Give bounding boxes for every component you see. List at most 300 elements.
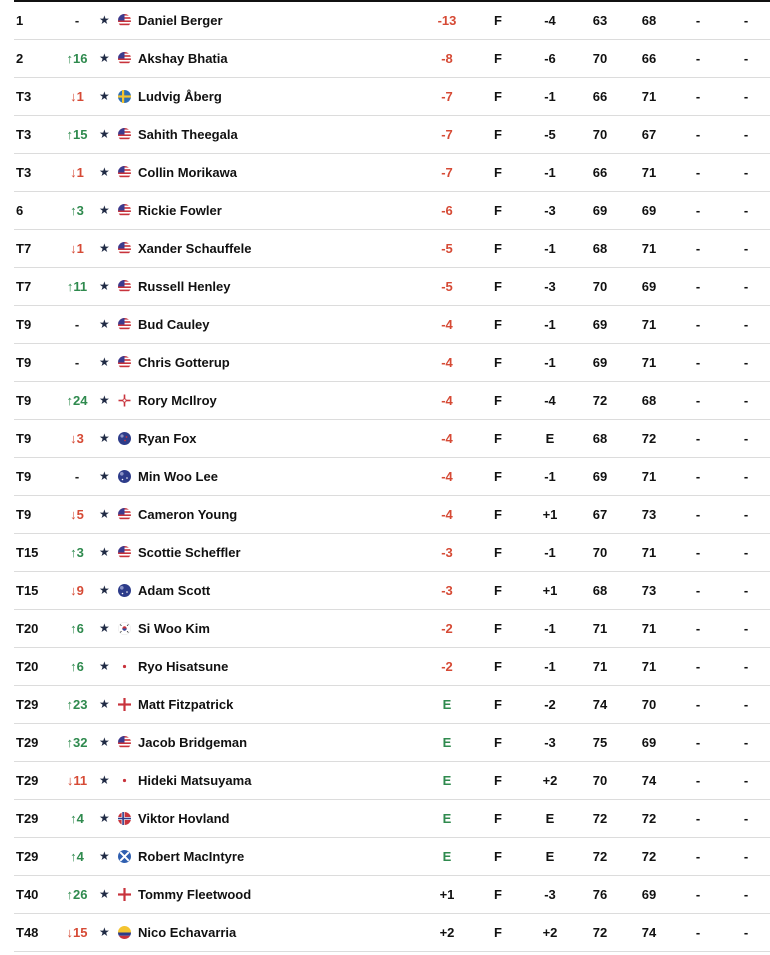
thru-cell: F xyxy=(494,735,502,750)
favorite-star-icon[interactable]: ★ xyxy=(99,355,110,369)
thru-cell: F xyxy=(494,849,502,864)
round-1-cell: 66 xyxy=(592,89,608,104)
leaderboard-row[interactable] xyxy=(14,838,770,876)
player-name[interactable]: Chris Gotterup xyxy=(138,355,230,370)
round-1-cell: 70 xyxy=(592,545,608,560)
today-score-cell: -3 xyxy=(544,887,556,902)
sweden-flag-icon xyxy=(118,90,131,103)
today-score-cell: -1 xyxy=(544,469,556,484)
movement-cell: ↓5 xyxy=(70,507,84,522)
total-score-cell: -2 xyxy=(441,621,453,636)
thru-cell: F xyxy=(494,659,502,674)
player-name[interactable]: Ludvig Åberg xyxy=(138,89,222,104)
favorite-star-icon[interactable]: ★ xyxy=(99,811,110,825)
round-2-cell: 71 xyxy=(641,241,657,256)
total-score-cell: -4 xyxy=(441,469,453,484)
today-score-cell: -1 xyxy=(544,355,556,370)
favorite-star-icon[interactable]: ★ xyxy=(99,51,110,65)
thru-cell: F xyxy=(494,279,502,294)
thru-cell: F xyxy=(494,773,502,788)
position-cell: T3 xyxy=(16,165,32,180)
favorite-star-icon[interactable]: ★ xyxy=(99,13,110,27)
leaderboard-row[interactable] xyxy=(14,686,770,724)
total-score-cell: -6 xyxy=(441,203,453,218)
round-2-cell: 68 xyxy=(641,13,657,28)
position-cell: T20 xyxy=(16,659,39,674)
movement-cell: ↑6 xyxy=(70,621,84,636)
round-1-cell: 69 xyxy=(592,203,608,218)
player-name[interactable]: Robert MacIntyre xyxy=(138,849,245,864)
movement-cell: - xyxy=(74,317,80,332)
position-cell: T9 xyxy=(16,393,32,408)
leaderboard-row[interactable] xyxy=(14,534,770,572)
round-1-cell: 69 xyxy=(592,317,608,332)
leaderboard-row[interactable] xyxy=(14,192,770,230)
japan-flag-icon xyxy=(118,660,131,673)
favorite-star-icon[interactable]: ★ xyxy=(99,887,110,901)
position-cell: T9 xyxy=(16,317,32,332)
player-name[interactable]: Cameron Young xyxy=(138,507,238,522)
round-3-cell: - xyxy=(695,431,701,446)
total-score-cell: +2 xyxy=(439,925,455,940)
favorite-star-icon[interactable]: ★ xyxy=(99,849,110,863)
today-score-cell: E xyxy=(545,849,555,864)
movement-cell: ↑3 xyxy=(70,203,84,218)
total-score-cell: -3 xyxy=(441,583,453,598)
player-name[interactable]: Nico Echavarria xyxy=(138,925,237,940)
round-3-cell: - xyxy=(695,621,701,636)
round-2-cell: 72 xyxy=(641,811,657,826)
round-1-cell: 68 xyxy=(592,241,608,256)
colombia-flag-icon xyxy=(118,926,131,939)
round-1-cell: 69 xyxy=(592,355,608,370)
round-4-cell: - xyxy=(743,507,749,522)
round-2-cell: 72 xyxy=(641,431,657,446)
position-cell: T15 xyxy=(16,545,39,560)
round-3-cell: - xyxy=(695,887,701,902)
thru-cell: F xyxy=(494,393,502,408)
today-score-cell: +2 xyxy=(542,773,558,788)
position-cell: 2 xyxy=(16,51,24,66)
leaderboard-row[interactable] xyxy=(14,154,770,192)
total-score-cell: +1 xyxy=(439,887,455,902)
total-score-cell: -7 xyxy=(441,165,453,180)
leaderboard-row[interactable] xyxy=(14,610,770,648)
round-1-cell: 63 xyxy=(592,13,608,28)
round-1-cell: 74 xyxy=(592,697,608,712)
japan-flag-icon xyxy=(118,774,131,787)
round-2-cell: 71 xyxy=(641,165,657,180)
leaderboard-row[interactable] xyxy=(14,496,770,534)
total-score-cell: -7 xyxy=(441,89,453,104)
leaderboard-row[interactable] xyxy=(14,648,770,686)
round-2-cell: 70 xyxy=(641,697,657,712)
total-score-cell: -13 xyxy=(437,13,457,28)
round-3-cell: - xyxy=(695,545,701,560)
player-name[interactable]: Xander Schauffele xyxy=(138,241,252,256)
round-3-cell: - xyxy=(695,13,701,28)
movement-cell: ↑23 xyxy=(66,697,88,712)
round-1-cell: 69 xyxy=(592,469,608,484)
usa-flag-icon xyxy=(118,546,131,559)
player-name[interactable]: Ryo Hisatsune xyxy=(138,659,229,674)
total-score-cell: -4 xyxy=(441,393,453,408)
leaderboard-row[interactable] xyxy=(14,116,770,154)
position-cell: T29 xyxy=(16,697,39,712)
total-score-cell: -7 xyxy=(441,127,453,142)
player-name[interactable]: Russell Henley xyxy=(138,279,231,294)
movement-cell: ↓1 xyxy=(70,241,84,256)
round-4-cell: - xyxy=(743,317,749,332)
round-3-cell: - xyxy=(695,89,701,104)
round-3-cell: - xyxy=(695,773,701,788)
position-cell: T29 xyxy=(16,773,39,788)
today-score-cell: E xyxy=(545,431,555,446)
round-4-cell: - xyxy=(743,13,749,28)
round-4-cell: - xyxy=(743,811,749,826)
player-name[interactable]: Rickie Fowler xyxy=(138,203,222,218)
round-2-cell: 71 xyxy=(641,659,657,674)
thru-cell: F xyxy=(494,621,502,636)
today-score-cell: -4 xyxy=(544,13,556,28)
total-score-cell: E xyxy=(442,697,452,712)
leaderboard-row[interactable] xyxy=(14,40,770,78)
australia-flag-icon xyxy=(118,470,131,483)
round-2-cell: 71 xyxy=(641,355,657,370)
round-4-cell: - xyxy=(743,393,749,408)
round-4-cell: - xyxy=(743,659,749,674)
movement-cell: ↑11 xyxy=(66,279,88,294)
round-3-cell: - xyxy=(695,393,701,408)
favorite-star-icon[interactable]: ★ xyxy=(99,697,110,711)
round-3-cell: - xyxy=(695,697,701,712)
round-3-cell: - xyxy=(695,925,701,940)
total-score-cell: -4 xyxy=(441,317,453,332)
new-zealand-flag-icon xyxy=(118,432,131,445)
round-1-cell: 72 xyxy=(592,393,608,408)
total-score-cell: -8 xyxy=(441,51,453,66)
leaderboard-row[interactable] xyxy=(14,78,770,116)
round-2-cell: 69 xyxy=(641,887,657,902)
round-2-cell: 69 xyxy=(641,279,657,294)
player-name[interactable]: Ryan Fox xyxy=(138,431,197,446)
round-2-cell: 74 xyxy=(641,773,657,788)
favorite-star-icon[interactable]: ★ xyxy=(99,203,110,217)
movement-cell: ↓9 xyxy=(70,583,84,598)
australia-flag-icon xyxy=(118,584,131,597)
round-3-cell: - xyxy=(695,127,701,142)
movement-cell: ↑26 xyxy=(66,887,88,902)
round-3-cell: - xyxy=(695,507,701,522)
total-score-cell: E xyxy=(442,849,452,864)
round-4-cell: - xyxy=(743,431,749,446)
round-4-cell: - xyxy=(743,127,749,142)
round-4-cell: - xyxy=(743,203,749,218)
total-score-cell: -4 xyxy=(441,507,453,522)
usa-flag-icon xyxy=(118,128,131,141)
round-1-cell: 68 xyxy=(592,431,608,446)
thru-cell: F xyxy=(494,887,502,902)
leaderboard-row[interactable] xyxy=(14,230,770,268)
round-2-cell: 71 xyxy=(641,89,657,104)
round-4-cell: - xyxy=(743,621,749,636)
leaderboard-row[interactable] xyxy=(14,572,770,610)
player-name[interactable]: Bud Cauley xyxy=(138,317,210,332)
today-score-cell: +1 xyxy=(542,507,558,522)
leaderboard-row[interactable] xyxy=(14,382,770,420)
round-1-cell: 66 xyxy=(592,165,608,180)
favorite-star-icon[interactable]: ★ xyxy=(99,735,110,749)
leaderboard-row[interactable] xyxy=(14,306,770,344)
round-3-cell: - xyxy=(695,811,701,826)
round-4-cell: - xyxy=(743,849,749,864)
movement-cell: ↑24 xyxy=(66,393,88,408)
thru-cell: F xyxy=(494,51,502,66)
position-cell: T9 xyxy=(16,469,32,484)
thru-cell: F xyxy=(494,925,502,940)
round-2-cell: 71 xyxy=(641,469,657,484)
movement-cell: ↓3 xyxy=(70,431,84,446)
player-name[interactable]: Tommy Fleetwood xyxy=(138,887,252,902)
movement-cell: - xyxy=(74,13,80,28)
leaderboard-row[interactable] xyxy=(14,876,770,914)
round-2-cell: 73 xyxy=(641,507,657,522)
round-1-cell: 70 xyxy=(592,773,608,788)
player-name[interactable]: Jacob Bridgeman xyxy=(138,735,248,750)
usa-flag-icon xyxy=(118,356,131,369)
today-score-cell: -5 xyxy=(544,127,556,142)
usa-flag-icon xyxy=(118,736,131,749)
favorite-star-icon[interactable]: ★ xyxy=(99,165,110,179)
favorite-star-icon[interactable]: ★ xyxy=(99,431,110,445)
round-1-cell: 71 xyxy=(592,621,608,636)
thru-cell: F xyxy=(494,241,502,256)
total-score-cell: E xyxy=(442,735,452,750)
round-1-cell: 75 xyxy=(592,735,608,750)
thru-cell: F xyxy=(494,507,502,522)
leaderboard-row[interactable] xyxy=(14,724,770,762)
leaderboard-row[interactable] xyxy=(14,458,770,496)
usa-flag-icon xyxy=(118,318,131,331)
today-score-cell: -2 xyxy=(544,697,556,712)
today-score-cell: -6 xyxy=(544,51,556,66)
round-4-cell: - xyxy=(743,887,749,902)
total-score-cell: -3 xyxy=(441,545,453,560)
leaderboard-row[interactable] xyxy=(14,762,770,800)
norway-flag-icon xyxy=(118,812,131,825)
round-1-cell: 76 xyxy=(592,887,608,902)
favorite-star-icon[interactable]: ★ xyxy=(99,279,110,293)
position-cell: T9 xyxy=(16,355,32,370)
position-cell: T3 xyxy=(16,127,32,142)
favorite-star-icon[interactable]: ★ xyxy=(99,583,110,597)
today-score-cell: -1 xyxy=(544,659,556,674)
thru-cell: F xyxy=(494,431,502,446)
round-3-cell: - xyxy=(695,241,701,256)
round-1-cell: 72 xyxy=(592,849,608,864)
round-4-cell: - xyxy=(743,773,749,788)
favorite-star-icon[interactable]: ★ xyxy=(99,317,110,331)
round-2-cell: 71 xyxy=(641,545,657,560)
round-3-cell: - xyxy=(695,583,701,598)
favorite-star-icon[interactable]: ★ xyxy=(99,89,110,103)
position-cell: T20 xyxy=(16,621,39,636)
total-score-cell: E xyxy=(442,773,452,788)
usa-flag-icon xyxy=(118,508,131,521)
favorite-star-icon[interactable]: ★ xyxy=(99,773,110,787)
round-4-cell: - xyxy=(743,51,749,66)
round-4-cell: - xyxy=(743,165,749,180)
today-score-cell: -3 xyxy=(544,203,556,218)
position-cell: T9 xyxy=(16,507,32,522)
movement-cell: ↓1 xyxy=(70,165,84,180)
round-1-cell: 72 xyxy=(592,925,608,940)
movement-cell: ↑15 xyxy=(66,127,88,142)
favorite-star-icon[interactable]: ★ xyxy=(99,469,110,483)
round-4-cell: - xyxy=(743,583,749,598)
leaderboard-row[interactable] xyxy=(14,420,770,458)
position-cell: T3 xyxy=(16,89,32,104)
round-2-cell: 69 xyxy=(641,735,657,750)
round-2-cell: 68 xyxy=(641,393,657,408)
position-cell: T29 xyxy=(16,811,39,826)
round-1-cell: 71 xyxy=(592,659,608,674)
thru-cell: F xyxy=(494,583,502,598)
thru-cell: F xyxy=(494,127,502,142)
player-name[interactable]: Matt Fitzpatrick xyxy=(138,697,234,712)
movement-cell: - xyxy=(74,469,80,484)
total-score-cell: -5 xyxy=(441,241,453,256)
thru-cell: F xyxy=(494,317,502,332)
today-score-cell: +1 xyxy=(542,583,558,598)
round-2-cell: 67 xyxy=(641,127,657,142)
round-4-cell: - xyxy=(743,925,749,940)
today-score-cell: +2 xyxy=(542,925,558,940)
favorite-star-icon[interactable]: ★ xyxy=(99,621,110,635)
round-4-cell: - xyxy=(743,241,749,256)
position-cell: T15 xyxy=(16,583,39,598)
round-3-cell: - xyxy=(695,165,701,180)
position-cell: 1 xyxy=(16,13,24,28)
player-name[interactable]: Akshay Bhatia xyxy=(138,51,228,66)
player-name[interactable]: Collin Morikawa xyxy=(138,165,237,180)
round-3-cell: - xyxy=(695,203,701,218)
favorite-star-icon[interactable]: ★ xyxy=(99,507,110,521)
position-cell: 6 xyxy=(16,203,24,218)
leaderboard-row[interactable] xyxy=(14,800,770,838)
player-name[interactable]: Adam Scott xyxy=(138,583,211,598)
round-3-cell: - xyxy=(695,735,701,750)
today-score-cell: -1 xyxy=(544,621,556,636)
leaderboard-row[interactable] xyxy=(14,2,770,40)
round-4-cell: - xyxy=(743,469,749,484)
round-1-cell: 70 xyxy=(592,51,608,66)
round-3-cell: - xyxy=(695,317,701,332)
thru-cell: F xyxy=(494,89,502,104)
leaderboard-row[interactable] xyxy=(14,344,770,382)
usa-flag-icon xyxy=(118,52,131,65)
round-3-cell: - xyxy=(695,469,701,484)
round-3-cell: - xyxy=(695,659,701,674)
favorite-star-icon[interactable]: ★ xyxy=(99,659,110,673)
round-4-cell: - xyxy=(743,697,749,712)
usa-flag-icon xyxy=(118,204,131,217)
favorite-star-icon[interactable]: ★ xyxy=(99,925,110,939)
position-cell: T29 xyxy=(16,735,39,750)
player-name[interactable]: Viktor Hovland xyxy=(138,811,230,826)
total-score-cell: E xyxy=(442,811,452,826)
round-2-cell: 69 xyxy=(641,203,657,218)
round-4-cell: - xyxy=(743,545,749,560)
england-flag-icon xyxy=(118,698,131,711)
thru-cell: F xyxy=(494,355,502,370)
favorite-star-icon[interactable]: ★ xyxy=(99,127,110,141)
round-3-cell: - xyxy=(695,51,701,66)
favorite-star-icon[interactable]: ★ xyxy=(99,393,110,407)
player-name[interactable]: Sahith Theegala xyxy=(138,127,238,142)
usa-flag-icon xyxy=(118,242,131,255)
thru-cell: F xyxy=(494,165,502,180)
total-score-cell: -4 xyxy=(441,355,453,370)
leaderboard-row[interactable] xyxy=(14,268,770,306)
total-score-cell: -2 xyxy=(441,659,453,674)
position-cell: T7 xyxy=(16,241,32,256)
player-name[interactable]: Hideki Matsuyama xyxy=(138,773,252,788)
player-name[interactable]: Daniel Berger xyxy=(138,13,223,28)
usa-flag-icon xyxy=(118,280,131,293)
position-cell: T48 xyxy=(16,925,39,940)
today-score-cell: -1 xyxy=(544,89,556,104)
round-2-cell: 71 xyxy=(641,621,657,636)
player-name[interactable]: Si Woo Kim xyxy=(138,621,210,636)
favorite-star-icon[interactable]: ★ xyxy=(99,241,110,255)
round-4-cell: - xyxy=(743,735,749,750)
round-3-cell: - xyxy=(695,279,701,294)
position-cell: T40 xyxy=(16,887,39,902)
player-name[interactable]: Scottie Scheffler xyxy=(138,545,241,560)
scotland-flag-icon xyxy=(118,850,131,863)
usa-flag-icon xyxy=(118,14,131,27)
round-2-cell: 66 xyxy=(641,51,657,66)
round-1-cell: 70 xyxy=(592,127,608,142)
thru-cell: F xyxy=(494,469,502,484)
movement-cell: ↓11 xyxy=(66,773,88,788)
round-4-cell: - xyxy=(743,89,749,104)
movement-cell: ↑4 xyxy=(70,849,84,864)
today-score-cell: -1 xyxy=(544,165,556,180)
england-flag-icon xyxy=(118,888,131,901)
leaderboard-table xyxy=(0,2,770,952)
round-1-cell: 68 xyxy=(592,583,608,598)
movement-cell: ↑6 xyxy=(70,659,84,674)
round-4-cell: - xyxy=(743,355,749,370)
today-score-cell: -1 xyxy=(544,241,556,256)
thru-cell: F xyxy=(494,697,502,712)
round-1-cell: 70 xyxy=(592,279,608,294)
movement-cell: ↑4 xyxy=(70,811,84,826)
leaderboard-row[interactable] xyxy=(14,914,770,952)
movement-cell: ↑32 xyxy=(66,735,88,750)
round-4-cell: - xyxy=(743,279,749,294)
player-name[interactable]: Rory McIlroy xyxy=(138,393,217,408)
northern-ireland-flag-icon xyxy=(118,394,131,407)
thru-cell: F xyxy=(494,203,502,218)
favorite-star-icon[interactable]: ★ xyxy=(99,545,110,559)
usa-flag-icon xyxy=(118,166,131,179)
today-score-cell: -3 xyxy=(544,735,556,750)
player-name[interactable]: Min Woo Lee xyxy=(138,469,218,484)
thru-cell: F xyxy=(494,811,502,826)
